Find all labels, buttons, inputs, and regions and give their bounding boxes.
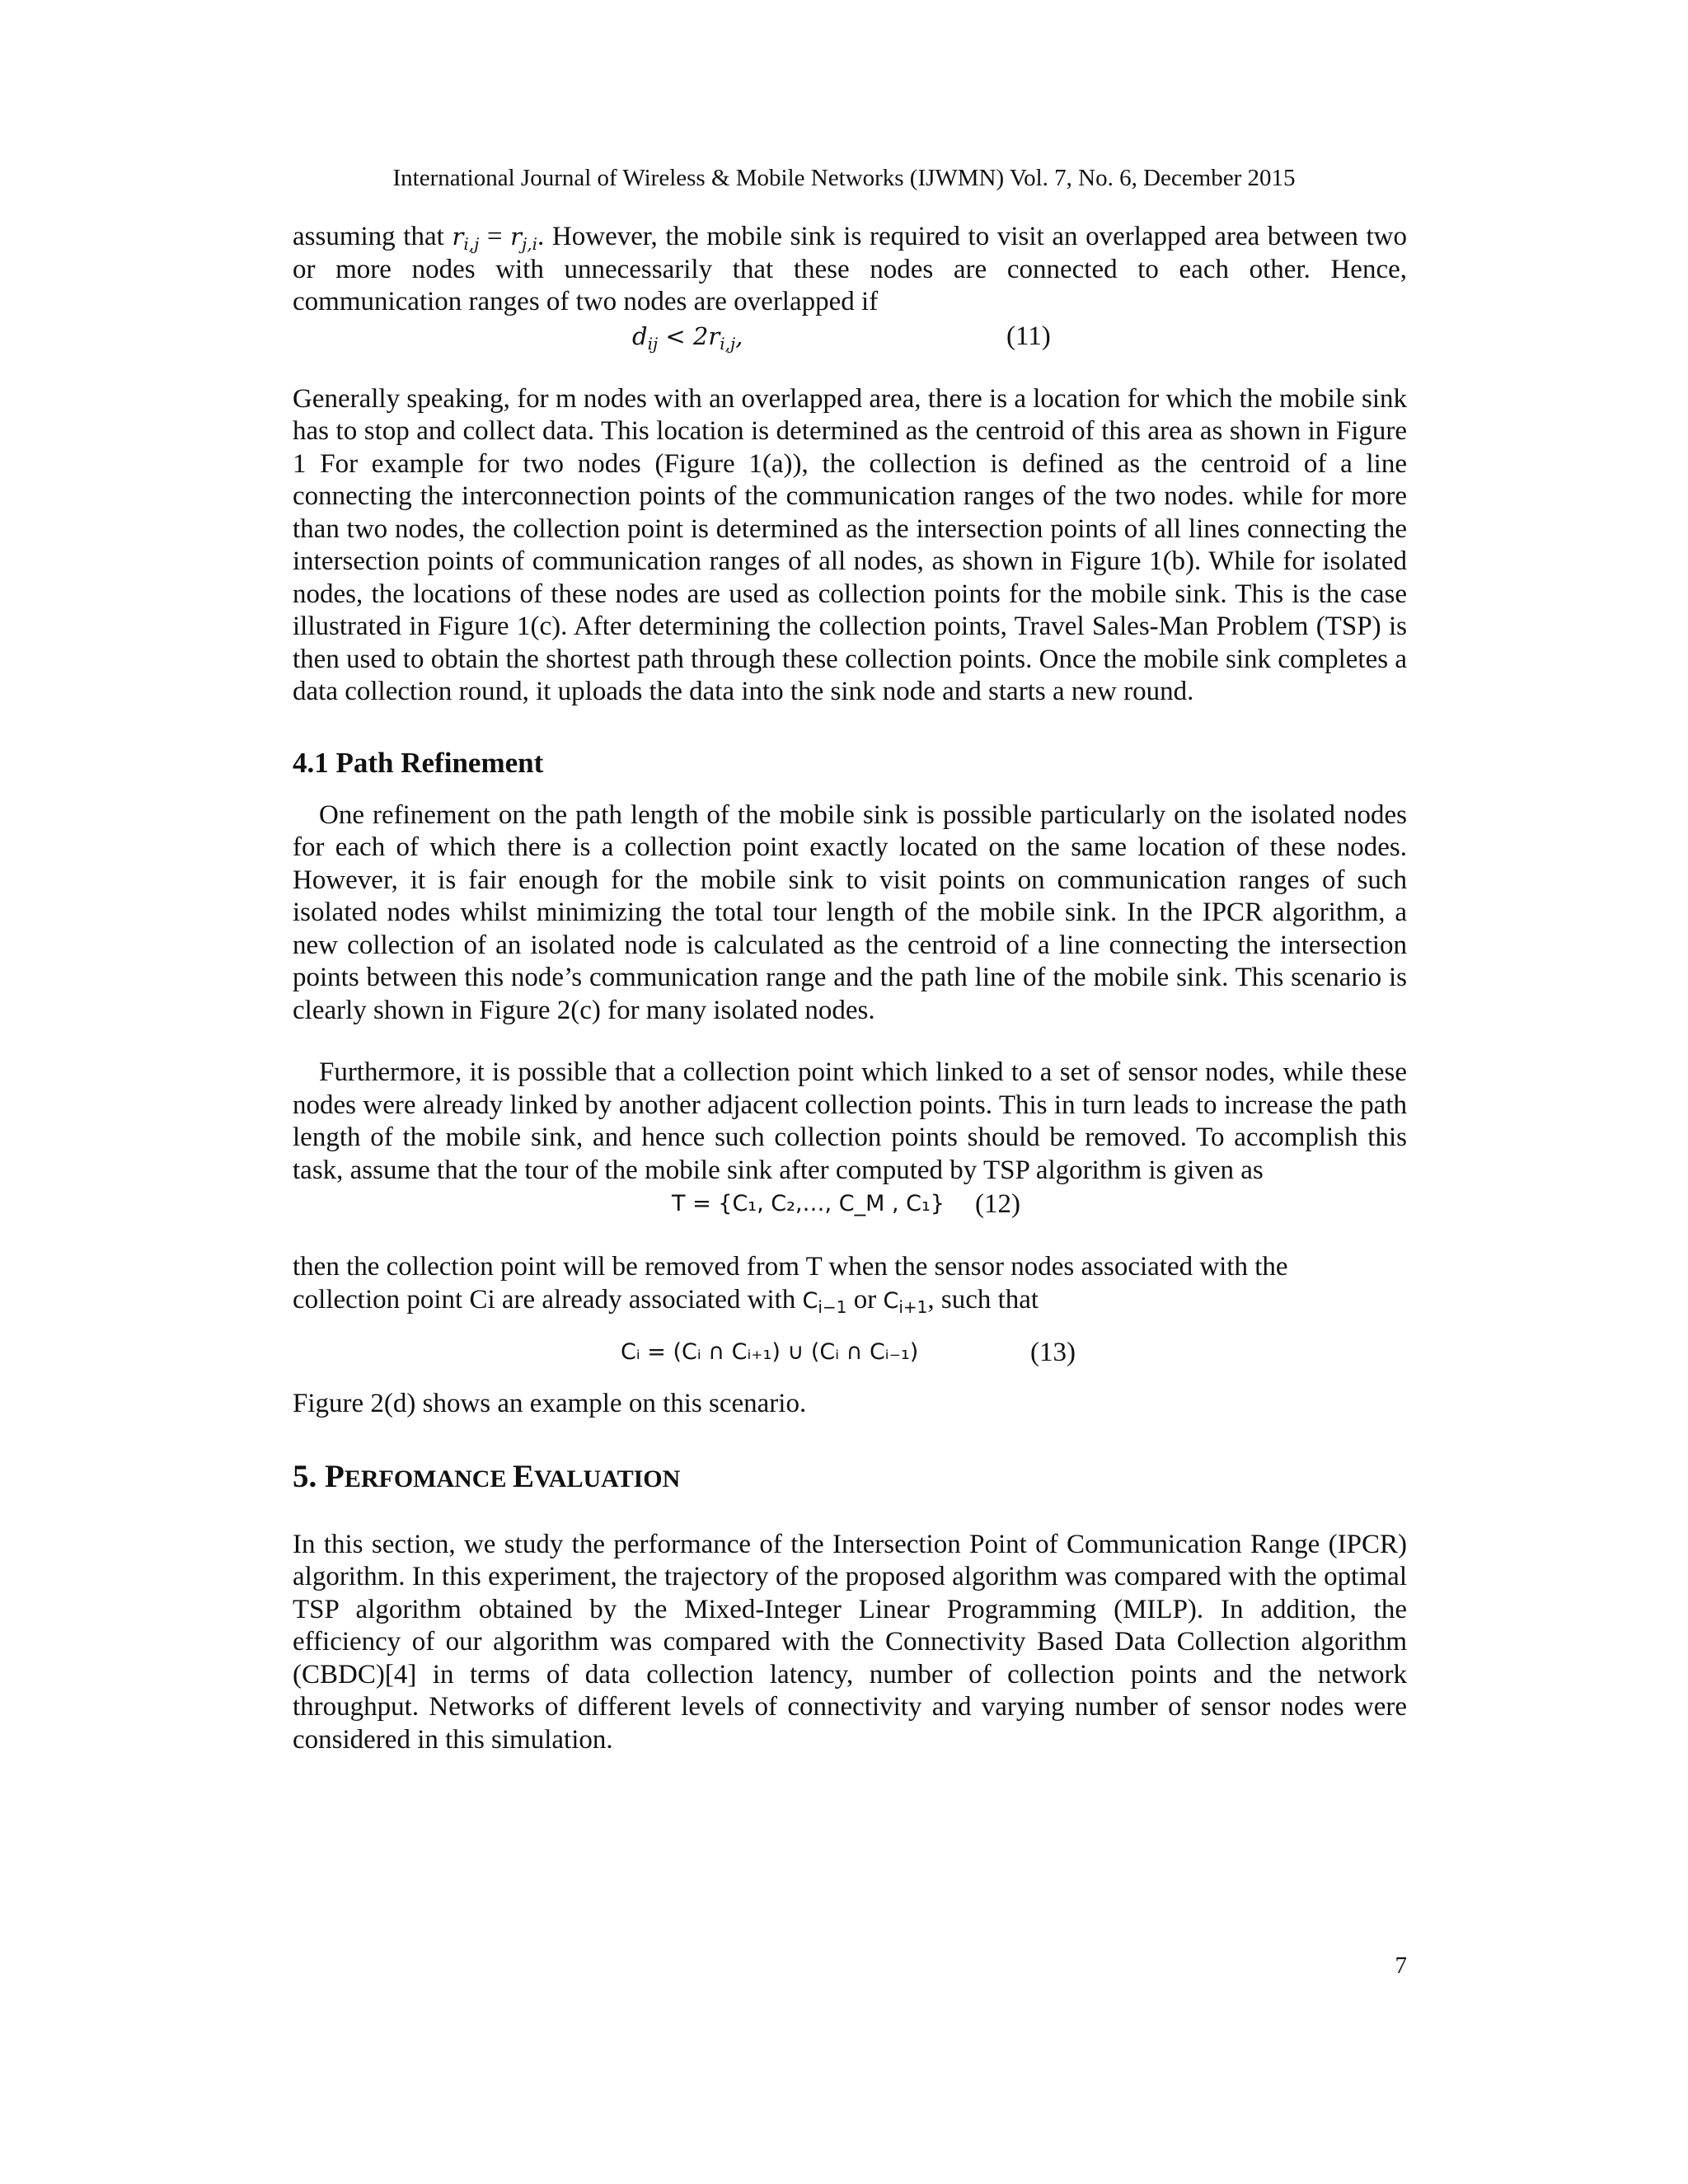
equation-13-expression: Cᵢ = (Cᵢ ∩ Cᵢ₊₁) ∪ (Cᵢ ∩ Cᵢ₋₁) bbox=[621, 1339, 919, 1365]
equation-12-expression: T = {C₁, C₂,…, C_M , C₁} bbox=[672, 1191, 945, 1216]
math-c-i-plus-1: $C_{i+1}$ bbox=[883, 1287, 928, 1317]
math-equals: = bbox=[479, 222, 511, 251]
section-5-heading: 5. PERFOMANCE EVALUATION bbox=[293, 1458, 681, 1494]
paragraph-path-refinement-1: One refinement on the path length of the mobile sink is possible particularly on the isolated nodes for each of which there is a collection point exactly located on the same location of these nodes. However, it is fair enough for the mobile sink to visit points on communication ranges of such isolated nodes whilst minimizing the total tour length of the mobile sink. In the IPCR algorithm, a new collection of an isolated node is calculated as the centroid of a line connecting the intersection points between this node’s communication range and the path line of the mobile sink. This scenario is clearly shown in Figure 2(c) for many isolated nodes. bbox=[293, 799, 1407, 1025]
intro-rest: . However, the mobile sink is required to visit an overlapped area between two or more nodes with unnecessarily that these nodes are connected to each other. Hence, communication ranges of two nodes are overlapped if bbox=[293, 222, 1407, 316]
math-r-ji: $r_{j,i}$ bbox=[510, 223, 538, 254]
page-body bbox=[293, 221, 1407, 1756]
paragraph-intro bbox=[293, 221, 1407, 319]
equation-11-number: (11) bbox=[1006, 321, 1051, 351]
paragraph-figure-2d: Figure 2(d) shows an example on this scenario. bbox=[293, 1389, 807, 1418]
math-c-i-minus-1: $C_{i-1}$ bbox=[802, 1287, 847, 1317]
equation-11-expression: $d_{ij} < 2r_{i,j}$, bbox=[632, 321, 743, 354]
paragraph-path-refinement-2: Furthermore, it is possible that a collection point which linked to a set of sensor nodes, while these nodes were already linked by another adjacent collection points. This in turn leads to increase the path length of the mobile sink, and hence such collection points should be removed. To accomplish this task, assume that the tour of the mobile sink after computed by TSP algorithm is given as bbox=[293, 1057, 1407, 1185]
equation-12 bbox=[293, 1187, 1407, 1221]
section-4-1-heading: 4.1 Path Refinement bbox=[293, 746, 544, 779]
equation-11 bbox=[293, 319, 1407, 354]
math-r-ij: $r_{i,j}$ bbox=[452, 223, 480, 254]
paragraph-performance-evaluation: In this section, we study the performance of the Intersection Point of Communication Range (IPCR) algorithm. In this experiment, the trajectory of the proposed algorithm was compared with the optimal TSP algorithm obtained by the Mixed-Integer Linear Programming (MILP). In addition, the efficiency of our algorithm was compared with the Connectivity Based Data Collection algorithm (CBDC)[4] in terms of data collection latency, number of collection points and the network throughput. Networks of different levels of connectivity and varying number of sensor nodes were considered in this simulation. bbox=[293, 1529, 1407, 1755]
intro-lead: assuming that bbox=[293, 222, 452, 251]
running-header: International Journal of Wireless & Mobile Networks (IJWMN) Vol. 7, No. 6, December 2015 bbox=[392, 165, 1296, 191]
equation-13 bbox=[293, 1335, 1407, 1370]
equation-13-number: (13) bbox=[1030, 1338, 1076, 1367]
paragraph-general: Generally speaking, for m nodes with an overlapped area, there is a location for which the mobile sink has to stop and collect data. This location is determined as the centroid of this area as shown in Figure 1 For example for two nodes (Figure 1(a)), the collection is defined as the centroid of a line connecting the interconnection points of the communication ranges of the two nodes. while for more than two nodes, the collection point is determined as the intersection points of all lines connecting the intersection points of communication ranges of all nodes, as shown in Figure 1(b). While for isolated nodes, the locations of these nodes are used as collection points for the mobile sink. This is the case illustrated in Figure 1(c). After determining the collection points, Travel Sales-Man Problem (TSP) is then used to obtain the shortest path through these collection points. Once the mobile sink completes a data collection round, it uploads the data into the sink node and starts a new round. bbox=[293, 383, 1407, 706]
paragraph-removed-line-2: collection point Ci are already associated with $C_{i-1}$ or $C_{i+1}$, such that bbox=[293, 1284, 1039, 1317]
paragraph-removed-line-1: then the collection point will be removed from T when the sensor nodes associated with the bbox=[293, 1252, 1288, 1282]
equation-12-number: (12) bbox=[975, 1189, 1020, 1219]
page-number: 7 bbox=[1395, 1952, 1407, 1979]
